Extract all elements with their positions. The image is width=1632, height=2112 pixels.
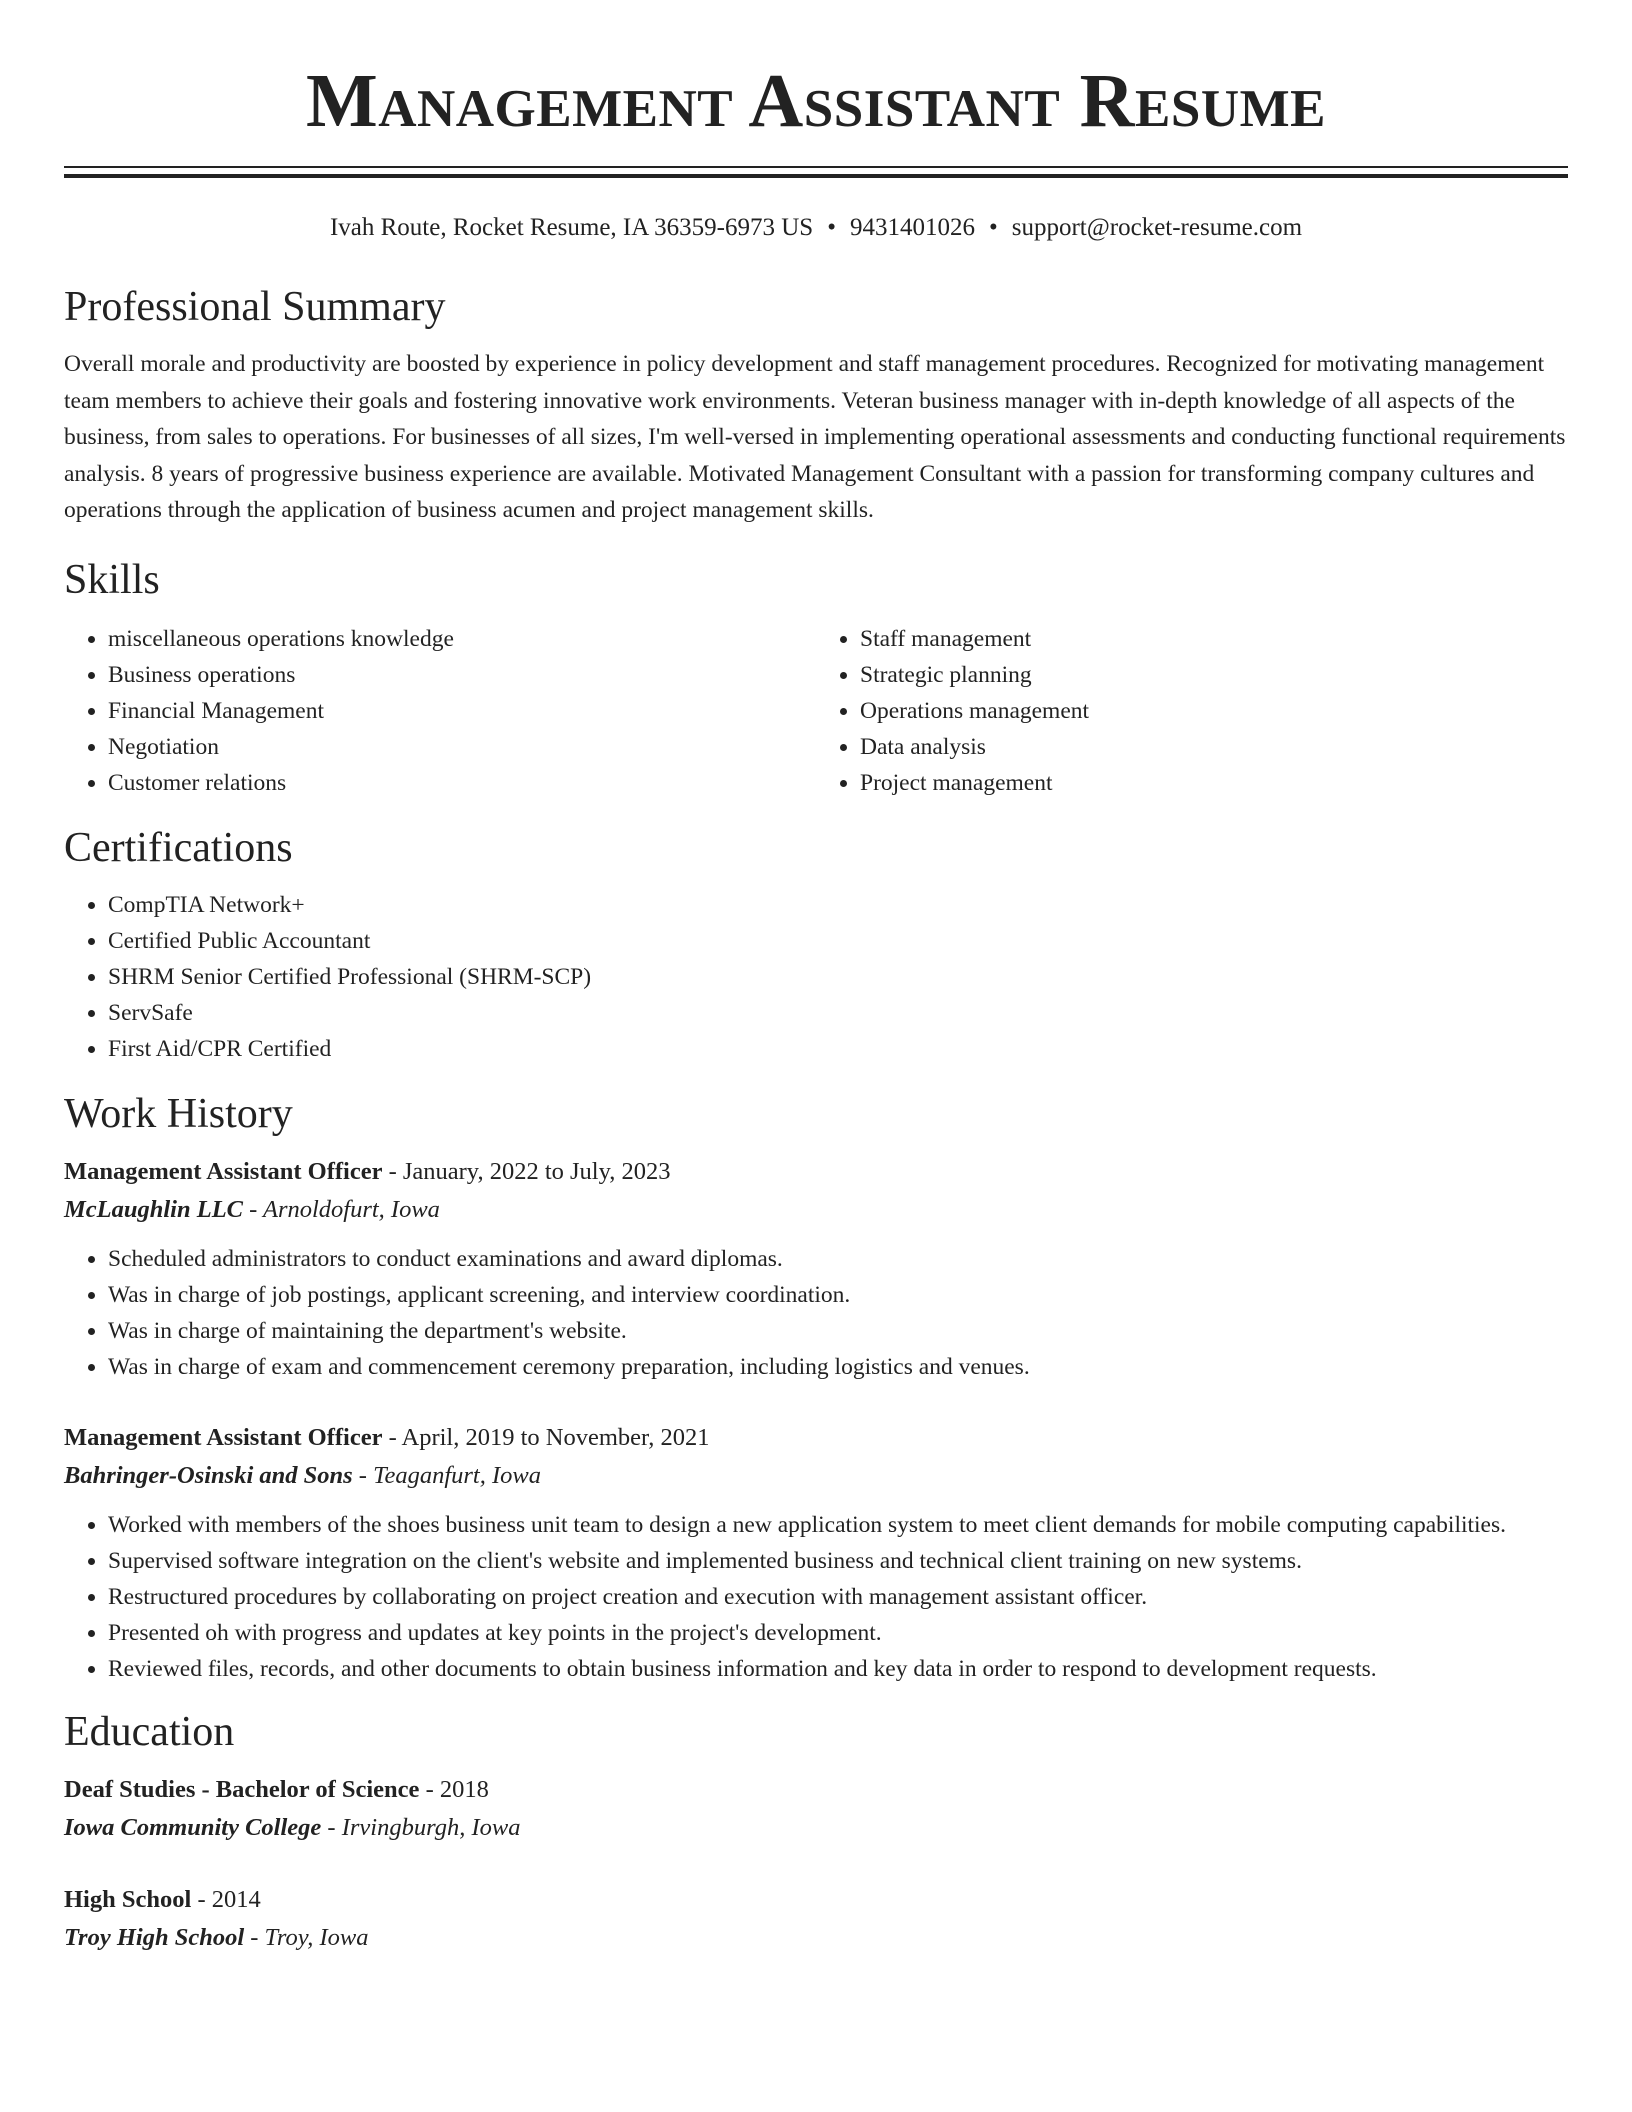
education-year: - 2014 <box>191 1885 261 1913</box>
section-professional-summary <box>64 282 1568 529</box>
contact-separator: • <box>827 214 836 241</box>
section-work-history <box>64 1089 1568 1687</box>
section-heading: Professional Summary <box>64 284 446 330</box>
job-title-line <box>64 1153 1568 1191</box>
job-bullet: • Was in charge of exam and commencement ceremony preparation, including logistics and venues. <box>108 1349 1568 1385</box>
resume-title: Management Assistant Resume <box>305 59 1327 143</box>
job-entry <box>64 1153 1568 1385</box>
education-school: Troy High School <box>64 1923 245 1951</box>
job-company-line <box>64 1457 1568 1495</box>
skill-item: • Strategic planning <box>860 657 1568 693</box>
education-school-line <box>64 1809 1568 1847</box>
job-bullets <box>64 1241 1568 1385</box>
skills-grid <box>64 621 1568 801</box>
title-rule-thick <box>64 174 1568 178</box>
certification-item: • SHRM Senior Certified Professional (SHRM-SCP) <box>108 959 1568 995</box>
section-heading: Work History <box>64 1090 293 1137</box>
job-bullets <box>64 1507 1568 1687</box>
skill-item: • Financial Management <box>108 693 816 729</box>
skill-item: • Data analysis <box>860 729 1568 765</box>
summary-text: Overall morale and productivity are boosted by experience in policy development and staff management procedures. Recognized for motivating management team members to achieve their goals and fostering innovative work environments. Veteran business manager with in-depth knowledge of all aspects of the business, from sales to operations. For businesses of all sizes, I'm well-versed in implementing operational assessments and conducting functional requirements analysis. 8 years of progressive business experience are available. Motivated Management Consultant with a passion for transforming company cultures and operations through the application of business acumen and project management skills. <box>64 351 1566 523</box>
section-skills <box>64 555 1568 801</box>
job-company: Bahringer-Osinski and Sons <box>64 1461 353 1489</box>
skills-column-left <box>64 621 816 801</box>
job-location: - Teaganfurt, Iowa <box>352 1461 541 1489</box>
job-company-line <box>64 1191 1568 1229</box>
skill-item: • Staff management <box>860 621 1568 657</box>
section-heading: Certifications <box>64 824 293 871</box>
title-rule-thin <box>64 166 1568 168</box>
skill-item: • Business operations <box>108 657 816 693</box>
certification-item: • ServSafe <box>108 995 1568 1031</box>
job-bullet: • Supervised software integration on the client's website and implemented business and technical client training on new systems. <box>108 1543 1568 1579</box>
certification-item: • CompTIA Network+ <box>108 887 1568 923</box>
job-bullet: • Was in charge of job postings, applicant screening, and interview coordination. <box>108 1277 1568 1313</box>
education-location: - Troy, Iowa <box>244 1923 369 1951</box>
job-dates: - January, 2022 to July, 2023 <box>382 1157 671 1185</box>
education-entry <box>64 1771 1568 1847</box>
skills-column-right <box>816 621 1568 801</box>
job-bullet: • Was in charge of maintaining the department's website. <box>108 1313 1568 1349</box>
certification-item: • Certified Public Accountant <box>108 923 1568 959</box>
education-degree: High School <box>64 1885 192 1913</box>
education-degree: Deaf Studies - Bachelor of Science <box>64 1775 420 1803</box>
job-bullet: • Scheduled administrators to conduct examinations and award diplomas. <box>108 1241 1568 1277</box>
education-degree-line <box>64 1771 1568 1809</box>
skill-item: • Project management <box>860 765 1568 801</box>
contact-email[interactable]: support@rocket-resume.com <box>1011 214 1303 241</box>
job-dates: - April, 2019 to November, 2021 <box>382 1423 710 1451</box>
section-education <box>64 1707 1568 1957</box>
job-bullet: • Restructured procedures by collaborating on project creation and execution with management assistant officer. <box>108 1579 1568 1615</box>
education-degree-line <box>64 1881 1568 1919</box>
job-title: Management Assistant Officer <box>64 1157 383 1185</box>
job-company: McLaughlin LLC <box>64 1195 244 1223</box>
contact-line <box>64 212 1568 244</box>
job-location: - Arnoldofurt, Iowa <box>243 1195 440 1223</box>
section-heading: Education <box>64 1708 235 1755</box>
certifications-list <box>64 887 1568 1067</box>
section-certifications <box>64 823 1568 1067</box>
certification-item: • First Aid/CPR Certified <box>108 1031 1568 1067</box>
education-school-line <box>64 1919 1568 1957</box>
job-bullet: • Reviewed files, records, and other documents to obtain business information and key data in order to respond to development requests. <box>108 1651 1568 1687</box>
job-bullet: • Worked with members of the shoes business unit team to design a new application system to meet client demands for mobile computing capabilities. <box>108 1507 1568 1543</box>
job-entry <box>64 1419 1568 1687</box>
skill-item: • Operations management <box>860 693 1568 729</box>
contact-address: Ivah Route, Rocket Resume, IA 36359-6973 US <box>329 214 814 241</box>
section-heading: Skills <box>64 556 160 603</box>
education-entry <box>64 1881 1568 1957</box>
job-title-line <box>64 1419 1568 1457</box>
skill-item: • Negotiation <box>108 729 816 765</box>
job-bullet: • Presented oh with progress and updates at key points in the project's development. <box>108 1615 1568 1651</box>
contact-phone: 9431401026 <box>849 214 975 241</box>
skill-item: • Customer relations <box>108 765 816 801</box>
skill-item: • miscellaneous operations knowledge <box>108 621 816 657</box>
education-location: - Irvingburgh, Iowa <box>321 1813 521 1841</box>
contact-separator: • <box>988 214 998 241</box>
education-year: - 2018 <box>419 1775 489 1803</box>
education-school: Iowa Community College <box>64 1813 322 1841</box>
job-title: Management Assistant Officer <box>64 1423 383 1451</box>
